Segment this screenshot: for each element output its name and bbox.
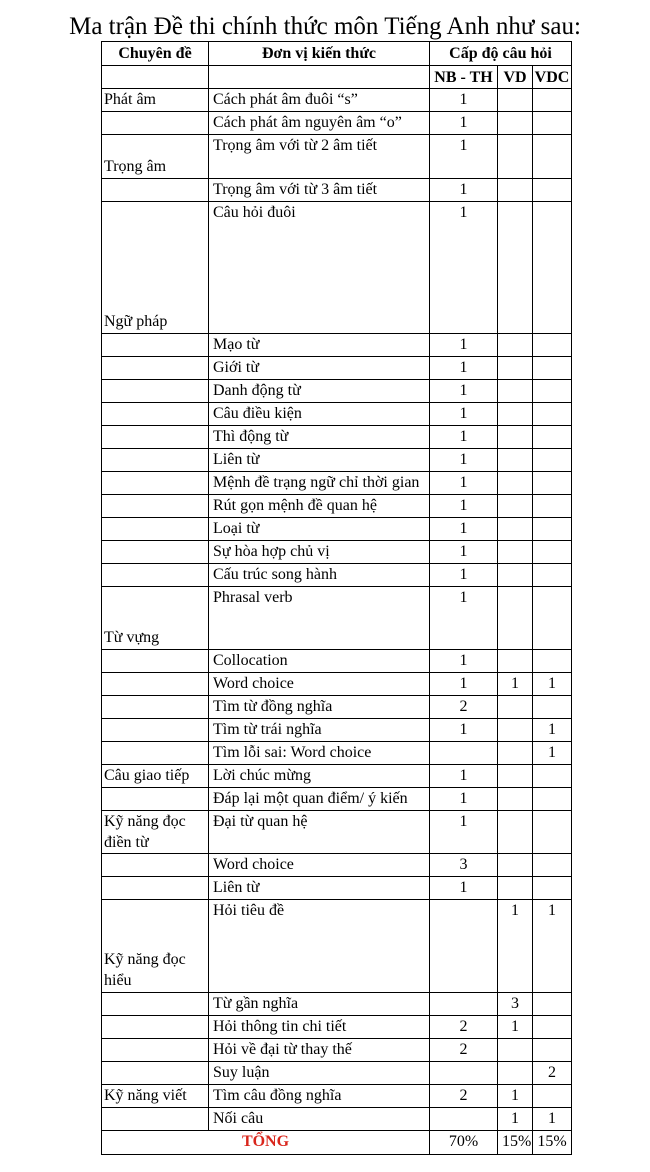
vd-cell	[498, 1039, 533, 1062]
vd-cell	[498, 811, 533, 854]
vdc-cell	[533, 202, 572, 334]
topic-cell: Kỹ năng đọc điền từ	[102, 811, 209, 854]
exam-matrix-table	[101, 41, 572, 1155]
topic-cell	[102, 403, 209, 426]
nb-th-cell: 2	[430, 696, 498, 719]
table-row	[102, 811, 572, 854]
unit-cell: Nối câu	[209, 1108, 430, 1131]
nb-th-cell: 1	[430, 788, 498, 811]
nb-th-cell: 1	[430, 541, 498, 564]
subheader-row	[102, 66, 572, 89]
nb-th-cell: 1	[430, 564, 498, 587]
topic-cell: Kỹ năng đọc hiểu	[102, 900, 209, 993]
unit-cell: Sự hòa hợp chủ vị	[209, 541, 430, 564]
vdc-cell: 1	[533, 719, 572, 742]
nb-th-cell: 2	[430, 1085, 498, 1108]
nb-th-cell: 1	[430, 587, 498, 650]
unit-cell: Thì động từ	[209, 426, 430, 449]
vd-cell	[498, 357, 533, 380]
topic-cell: Phát âm	[102, 89, 209, 112]
header-vd: VD	[498, 66, 533, 89]
table-row	[102, 673, 572, 696]
vd-cell	[498, 696, 533, 719]
unit-cell: Mạo từ	[209, 334, 430, 357]
unit-cell: Lời chúc mừng	[209, 765, 430, 788]
topic-cell: Câu giao tiếp	[102, 765, 209, 788]
table-row	[102, 179, 572, 202]
table-row	[102, 472, 572, 495]
topic-cell	[102, 1108, 209, 1131]
vd-cell: 1	[498, 673, 533, 696]
vd-cell	[498, 854, 533, 877]
topic-cell	[102, 334, 209, 357]
vd-cell	[498, 587, 533, 650]
table-row	[102, 112, 572, 135]
table-row	[102, 426, 572, 449]
vdc-cell	[533, 495, 572, 518]
nb-th-cell: 1	[430, 403, 498, 426]
header-nb-th: NB - TH	[430, 66, 498, 89]
unit-cell: Phrasal verb	[209, 587, 430, 650]
table-row	[102, 993, 572, 1016]
table-row	[102, 334, 572, 357]
nb-th-cell: 1	[430, 518, 498, 541]
table-row	[102, 650, 572, 673]
vd-cell	[498, 564, 533, 587]
vdc-cell	[533, 112, 572, 135]
topic-cell	[102, 541, 209, 564]
vdc-cell: 1	[533, 742, 572, 765]
unit-cell: Word choice	[209, 854, 430, 877]
vd-cell: 1	[498, 1016, 533, 1039]
nb-th-cell: 1	[430, 380, 498, 403]
nb-th-cell: 1	[430, 112, 498, 135]
vd-cell	[498, 472, 533, 495]
nb-th-cell: 1	[430, 495, 498, 518]
vdc-cell	[533, 811, 572, 854]
vd-cell	[498, 426, 533, 449]
total-nb-th: 70%	[430, 1131, 498, 1155]
vdc-cell	[533, 179, 572, 202]
vd-cell	[498, 179, 533, 202]
total-row	[102, 1131, 572, 1155]
nb-th-cell	[430, 1062, 498, 1085]
unit-cell: Hỏi thông tin chi tiết	[209, 1016, 430, 1039]
header-row	[102, 42, 572, 66]
vdc-cell	[533, 877, 572, 900]
vd-cell	[498, 765, 533, 788]
vdc-cell	[533, 380, 572, 403]
unit-cell: Từ gần nghĩa	[209, 993, 430, 1016]
topic-cell: Từ vựng	[102, 587, 209, 650]
topic-cell	[102, 518, 209, 541]
vdc-cell	[533, 403, 572, 426]
topic-cell	[102, 179, 209, 202]
nb-th-cell: 3	[430, 854, 498, 877]
vdc-cell: 2	[533, 1062, 572, 1085]
vdc-cell	[533, 518, 572, 541]
unit-cell: Liên từ	[209, 877, 430, 900]
table-row	[102, 495, 572, 518]
unit-cell: Giới từ	[209, 357, 430, 380]
nb-th-cell: 1	[430, 357, 498, 380]
nb-th-cell: 1	[430, 472, 498, 495]
topic-cell	[102, 742, 209, 765]
table-row	[102, 380, 572, 403]
topic-cell	[102, 426, 209, 449]
table-row	[102, 696, 572, 719]
table-row	[102, 719, 572, 742]
topic-cell	[102, 877, 209, 900]
vd-cell	[498, 334, 533, 357]
nb-th-cell: 1	[430, 719, 498, 742]
unit-cell: Hỏi về đại từ thay thế	[209, 1039, 430, 1062]
table-row	[102, 854, 572, 877]
nb-th-cell: 1	[430, 135, 498, 179]
nb-th-cell: 1	[430, 334, 498, 357]
topic-cell	[102, 650, 209, 673]
unit-cell: Câu hỏi đuôi	[209, 202, 430, 334]
nb-th-cell	[430, 742, 498, 765]
vdc-cell	[533, 135, 572, 179]
table-row	[102, 765, 572, 788]
vd-cell	[498, 403, 533, 426]
vd-cell: 1	[498, 1108, 533, 1131]
topic-cell	[102, 1039, 209, 1062]
table-row	[102, 202, 572, 334]
unit-cell: Cách phát âm đuôi “s”	[209, 89, 430, 112]
nb-th-cell	[430, 1108, 498, 1131]
header-topic: Chuyên đề	[102, 42, 209, 66]
unit-cell: Tìm từ trái nghĩa	[209, 719, 430, 742]
unit-cell: Trọng âm với từ 2 âm tiết	[209, 135, 430, 179]
topic-cell	[102, 788, 209, 811]
unit-cell: Tìm lỗi sai: Word choice	[209, 742, 430, 765]
vdc-cell	[533, 472, 572, 495]
vd-cell	[498, 518, 533, 541]
table-row	[102, 742, 572, 765]
topic-cell: Trọng âm	[102, 135, 209, 179]
table-row	[102, 1108, 572, 1131]
table-row	[102, 518, 572, 541]
nb-th-cell: 1	[430, 811, 498, 854]
vdc-cell: 1	[533, 1108, 572, 1131]
topic-cell	[102, 495, 209, 518]
nb-th-cell	[430, 900, 498, 993]
vd-cell	[498, 135, 533, 179]
vdc-cell	[533, 449, 572, 472]
topic-cell	[102, 993, 209, 1016]
table-row	[102, 357, 572, 380]
vdc-cell	[533, 89, 572, 112]
vd-cell	[498, 877, 533, 900]
vdc-cell	[533, 765, 572, 788]
unit-cell: Hỏi tiêu đề	[209, 900, 430, 993]
topic-cell	[102, 449, 209, 472]
vdc-cell	[533, 696, 572, 719]
vdc-cell	[533, 334, 572, 357]
table-row	[102, 541, 572, 564]
vdc-cell	[533, 541, 572, 564]
vd-cell	[498, 788, 533, 811]
table-row	[102, 1039, 572, 1062]
table-row	[102, 1062, 572, 1085]
table-row	[102, 449, 572, 472]
table-row	[102, 89, 572, 112]
table-row	[102, 587, 572, 650]
vdc-cell	[533, 1016, 572, 1039]
unit-cell: Collocation	[209, 650, 430, 673]
topic-cell	[102, 673, 209, 696]
topic-cell: Kỹ năng viết	[102, 1085, 209, 1108]
topic-cell	[102, 854, 209, 877]
vd-cell	[498, 650, 533, 673]
nb-th-cell: 1	[430, 449, 498, 472]
nb-th-cell: 1	[430, 202, 498, 334]
nb-th-cell: 1	[430, 877, 498, 900]
vdc-cell	[533, 854, 572, 877]
unit-cell: Liên từ	[209, 449, 430, 472]
unit-cell: Tìm từ đồng nghĩa	[209, 696, 430, 719]
subheader-empty-topic	[102, 66, 209, 89]
table-row	[102, 564, 572, 587]
nb-th-cell: 1	[430, 673, 498, 696]
vd-cell: 1	[498, 1085, 533, 1108]
total-vdc: 15%	[533, 1131, 572, 1155]
unit-cell: Cấu trúc song hành	[209, 564, 430, 587]
nb-th-cell: 1	[430, 179, 498, 202]
table-row	[102, 900, 572, 993]
vd-cell	[498, 89, 533, 112]
header-level: Cấp độ câu hỏi	[430, 42, 572, 66]
unit-cell: Rút gọn mệnh đề quan hệ	[209, 495, 430, 518]
unit-cell: Đáp lại một quan điểm/ ý kiến	[209, 788, 430, 811]
table-row	[102, 1016, 572, 1039]
page-title: Ma trận Đề thi chính thức môn Tiếng Anh như sau:	[69, 13, 581, 40]
unit-cell: Word choice	[209, 673, 430, 696]
vdc-cell: 1	[533, 673, 572, 696]
nb-th-cell: 2	[430, 1016, 498, 1039]
topic-cell	[102, 472, 209, 495]
topic-cell	[102, 112, 209, 135]
nb-th-cell: 2	[430, 1039, 498, 1062]
vd-cell: 3	[498, 993, 533, 1016]
vd-cell	[498, 541, 533, 564]
vdc-cell	[533, 1039, 572, 1062]
table-row	[102, 877, 572, 900]
unit-cell: Danh động từ	[209, 380, 430, 403]
nb-th-cell: 1	[430, 426, 498, 449]
topic-cell	[102, 564, 209, 587]
table-row	[102, 403, 572, 426]
vdc-cell	[533, 993, 572, 1016]
vd-cell	[498, 495, 533, 518]
vd-cell	[498, 449, 533, 472]
nb-th-cell: 1	[430, 765, 498, 788]
topic-cell	[102, 696, 209, 719]
table-row	[102, 1085, 572, 1108]
vdc-cell	[533, 426, 572, 449]
unit-cell: Loại từ	[209, 518, 430, 541]
topic-cell	[102, 380, 209, 403]
topic-cell	[102, 357, 209, 380]
subheader-empty-unit	[209, 66, 430, 89]
header-unit: Đơn vị kiến thức	[209, 42, 430, 66]
vdc-cell	[533, 357, 572, 380]
topic-cell	[102, 719, 209, 742]
vdc-cell	[533, 587, 572, 650]
vd-cell	[498, 742, 533, 765]
unit-cell: Tìm câu đồng nghĩa	[209, 1085, 430, 1108]
table-row	[102, 788, 572, 811]
topic-cell: Ngữ pháp	[102, 202, 209, 334]
vd-cell	[498, 719, 533, 742]
table-row	[102, 135, 572, 179]
vdc-cell	[533, 564, 572, 587]
vd-cell	[498, 112, 533, 135]
vdc-cell	[533, 788, 572, 811]
unit-cell: Cách phát âm nguyên âm “o”	[209, 112, 430, 135]
nb-th-cell	[430, 993, 498, 1016]
vdc-cell	[533, 1085, 572, 1108]
topic-cell	[102, 1016, 209, 1039]
total-vd: 15%	[498, 1131, 533, 1155]
vd-cell: 1	[498, 900, 533, 993]
vd-cell	[498, 202, 533, 334]
unit-cell: Trọng âm với từ 3 âm tiết	[209, 179, 430, 202]
topic-cell	[102, 1062, 209, 1085]
vdc-cell: 1	[533, 900, 572, 993]
unit-cell: Đại từ quan hệ	[209, 811, 430, 854]
nb-th-cell: 1	[430, 89, 498, 112]
nb-th-cell: 1	[430, 650, 498, 673]
vd-cell	[498, 1062, 533, 1085]
header-vdc: VDC	[533, 66, 572, 89]
unit-cell: Suy luận	[209, 1062, 430, 1085]
vd-cell	[498, 380, 533, 403]
total-label: TỔNG	[102, 1131, 430, 1155]
unit-cell: Câu điều kiện	[209, 403, 430, 426]
unit-cell: Mệnh đề trạng ngữ chỉ thời gian	[209, 472, 430, 495]
vdc-cell	[533, 650, 572, 673]
